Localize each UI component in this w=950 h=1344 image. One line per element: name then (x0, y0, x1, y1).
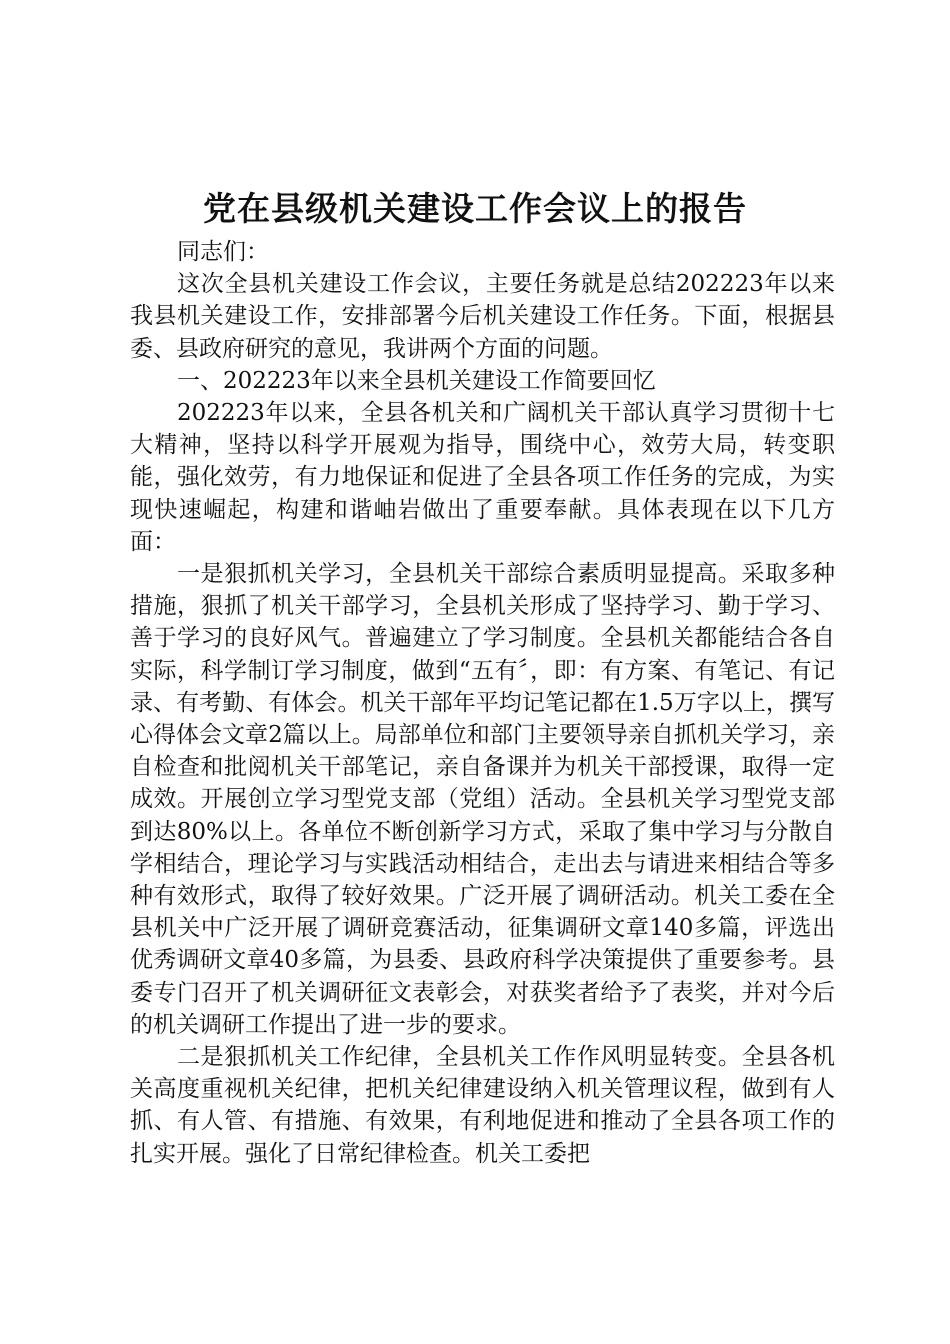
paragraph-discipline: 二是狠抓机关工作纪律，全县机关工作作风明显转变。全县各机关高度重视机关纪律，把机关纪律建设纳入机关管理议程，做到有人抓、有人管、有措施、有效果，有利地促进和推动了全县各项工作的扎实开展。强化了日常纪律检查。机关工委把 (130, 1044, 835, 1167)
paragraph-study: 一是狠抓机关学习，全县机关干部综合素质明显提高。采取多种措施，狠抓了机关干部学习，全县机关形成了坚持学习、勤于学习、善于学习的良好风气。普遍建立了学习制度。全县机关都能结合各自实际，科学制订学习制度，做到“五有〞，即：有方案、有笔记、有记录、有考勤、有体会。机关干部年平均记笔记都在1.5万字以上，撰写心得体会文章2篇以上。局部单位和部门主要领导亲自抓机关学习，亲自检查和批阅机关干部笔记，亲自备课并为机关干部授课，取得一定成效。开展创立学习型党支部（党组）活动。全县机关学习型党支部到达80%以上。各单位不断创新学习方式，采取了集中学习与分散自学相结合，理论学习与实践活动相结合，走出去与请进来相结合等多种有效形式，取得了较好效果。广泛开展了调研活动。机关工委在全县机关中广泛开展了调研竞赛活动，征集调研文章140多篇，评选出优秀调研文章40多篇，为县委、县政府科学决策提供了重要参考。县委专门召开了机关调研征文表彰会，对获奖者给予了表奖，并对今后的机关调研工作提出了进一步的要求。 (130, 561, 835, 1038)
paragraph-overview: 202223年以来，全县各机关和广阔机关干部认真学习贯彻十七大精神，坚持以科学开展观为指导，围绕中心，效劳大局，转变职能，强化效劳，有力地保证和促进了全县各项工作任务的完成，为实现快速崛起，构建和谐岫岩做出了重要奉献。具体表现在以下几方面： (130, 400, 835, 555)
salutation: 同志们： (177, 239, 269, 265)
paragraph-intro: 这次全县机关建设工作会议，主要任务就是总结202223年以来我县机关建设工作，安排部署今后机关建设工作任务。下面，根据县委、县政府研究的意见，我讲两个方面的问题。 (130, 271, 835, 362)
document-body (130, 236, 835, 1170)
section-heading-1: 一、202223年以来全县机关建设工作简要回忆 (177, 367, 656, 394)
document-title: 党在县级机关建设工作会议上的报告 (203, 189, 747, 228)
